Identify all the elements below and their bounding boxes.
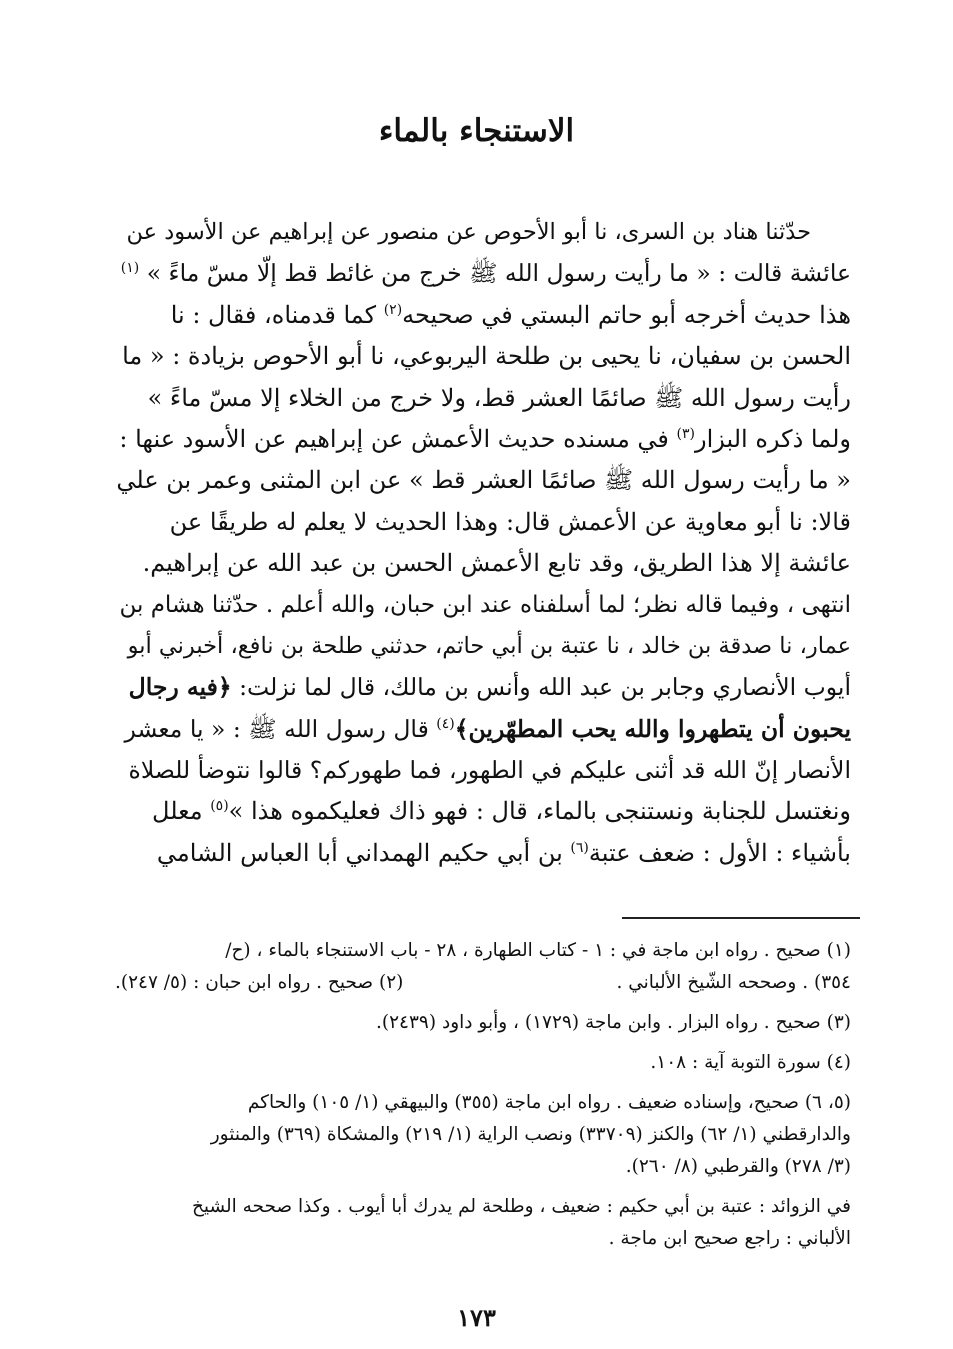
quran-verse-start: ﴿فيه رجال — [128, 673, 232, 702]
footnote-line: في الزوائد : عتبة بن أبي حكيم : ضعيف ، وطلحة لم يدرك أبا أيوب . وكذا صححه الشيخ — [191, 1196, 851, 1217]
text-line — [115, 336, 851, 377]
text-line — [115, 667, 851, 708]
text-segment: انتهى ، وفيما قاله نظر؛ لما أسلفناه عند ابن حبان، والله أعلم . حدّثنا هشام بن — [119, 591, 851, 618]
footnote-marker: (٢) — [383, 301, 403, 318]
text-line — [115, 419, 851, 460]
text-segment: ولما ذكره البزار — [695, 424, 851, 453]
main-text — [115, 212, 851, 874]
footnote-marker: (٣) — [676, 425, 695, 442]
text-segment: الحسن بن سفيان، نا يحيى بن طلحة اليربوعي، نا أبو الأحوص بزيادة : « ما — [122, 342, 851, 371]
footnote-1-2 — [115, 935, 851, 999]
footnote-3 — [115, 1007, 851, 1039]
text-segment: قال رسول الله ﷺ : « يا معشر — [124, 714, 437, 743]
text-segment: عمار، نا صدقة بن خالد ، نا عتبة بن أبي حاتم، حدثني طلحة بن نافع، أخبرني أبو — [127, 632, 851, 659]
footnote-separator — [622, 917, 860, 919]
footnote-marker: (٦) — [570, 839, 589, 856]
footnote-4 — [115, 1047, 851, 1079]
text-line — [115, 502, 851, 543]
text-line — [115, 378, 851, 419]
footnote-line: والدارقطني (١/ ٦٢) والكنز (٣٣٧٠٩) ونصب الراية (١/ ٢١٩) والمشكاة (٣٦٩) والمنثور — [210, 1124, 851, 1145]
text-line — [115, 253, 851, 294]
footnote-marker: (٥) — [210, 798, 229, 815]
text-segment: أيوب الأنصاري وجابر بن عبد الله وأنس بن مالك، قال لما نزلت: — [231, 673, 851, 702]
text-line — [115, 585, 851, 626]
footnote-line: (٣/ ٢٧٨) والقرطبي (٨/ ٢٦٠). — [625, 1156, 851, 1177]
footnote-line: (٤) سورة التوبة آية : ١٠٨. — [650, 1052, 851, 1073]
text-segment: ونغتسل للجنابة ونستنجى بالماء، قال : فهو ذاك فعليكموه هذا » — [228, 797, 851, 826]
text-line — [115, 626, 851, 667]
footnote-line: (١) صحيح . رواه ابن ماجة في : ١ - كتاب الطهارة ، ٢٨ - باب الاستنجاء بالماء ، (ح/ — [225, 940, 851, 961]
text-segment: هذا حديث أخرجه أبو حاتم البستي في صحيحه — [402, 300, 851, 329]
chapter-title: الاستنجاء بالماء — [378, 113, 575, 149]
footnote-line: (٥، ٦) صحيح، وإسناده ضعيف . رواه ابن ماجة (٣٥٥) والبيهقي (١/ ١٠٥) والحاكم — [247, 1092, 851, 1113]
text-line — [115, 543, 851, 584]
page-number: ١٧٣ — [457, 1303, 496, 1332]
text-segment: عائشة قالت : « ما رأيت رسول الله ﷺ خرج من غائط قط إلّا مسّ ماءً » — [146, 259, 851, 288]
text-line — [115, 833, 851, 874]
footnote-marker: (١) — [120, 260, 140, 277]
text-line — [115, 460, 851, 501]
text-line — [115, 295, 851, 336]
footnote-5-6 — [115, 1087, 851, 1183]
text-line — [115, 709, 851, 750]
quran-verse-end: يحبون أن يتطهروا والله يحب المطهّرين﴾ — [454, 714, 851, 743]
text-line — [115, 750, 851, 791]
footnote-line: (٣) صحيح . رواه البزار . وابن ماجة (١٧٢٩) ، وأبو داود (٢٤٣٩). — [376, 1012, 851, 1033]
text-segment: رأيت رسول الله ﷺ صائمًا العشر قط، ولا خرج من الخلاء إلا مسّ ماءً » — [147, 383, 851, 412]
text-segment: بأشياء : الأول : ضعف عتبة — [588, 838, 851, 867]
footnote-line — [115, 967, 851, 999]
footnotes-section — [115, 935, 851, 1263]
footnote-zawaid — [115, 1191, 851, 1255]
text-line — [115, 791, 851, 832]
text-segment: عائشة إلا هذا الطريق، وقد تابع الأعمش الحسن بن عبد الله عن إبراهيم. — [142, 549, 851, 578]
footnote-line: الألباني : راجع صحيح ابن ماجة . — [608, 1228, 851, 1249]
text-segment: معلل — [152, 797, 211, 826]
footnote-1-end: ٣٥٤) . وصححه الشّيخ الألباني . — [616, 972, 851, 993]
text-segment: قالا: نا أبو معاوية عن الأعمش قال: وهذا الحديث لا يعلم له طريقًا عن — [169, 507, 851, 536]
footnote-2: (٢) صحيح . رواه ابن حبان : (٥/ ٢٤٧). — [115, 972, 404, 993]
text-segment: حدّثنا هناد بن السرى، نا أبو الأحوص عن منصور عن إبراهيم عن الأسود عن — [126, 219, 811, 245]
text-line — [115, 212, 851, 253]
text-segment: الأنصار إنّ الله قد أثنى عليكم في الطهور، فما طهوركم؟ قالوا نتوضأ للصلاة — [128, 756, 851, 785]
footnote-marker: (٤) — [436, 715, 455, 732]
text-segment: كما قدمناه، فقال : نا — [170, 300, 384, 329]
text-segment: بن أبي حكيم الهمداني أبا العباس الشامي — [156, 838, 571, 867]
text-segment: « ما رأيت رسول الله ﷺ صائمًا العشر قط » عن ابن المثنى وعمر بن علي — [116, 466, 851, 495]
text-segment: في مسنده حديث الأعمش عن إبراهيم عن الأسود عنها : — [119, 424, 677, 453]
